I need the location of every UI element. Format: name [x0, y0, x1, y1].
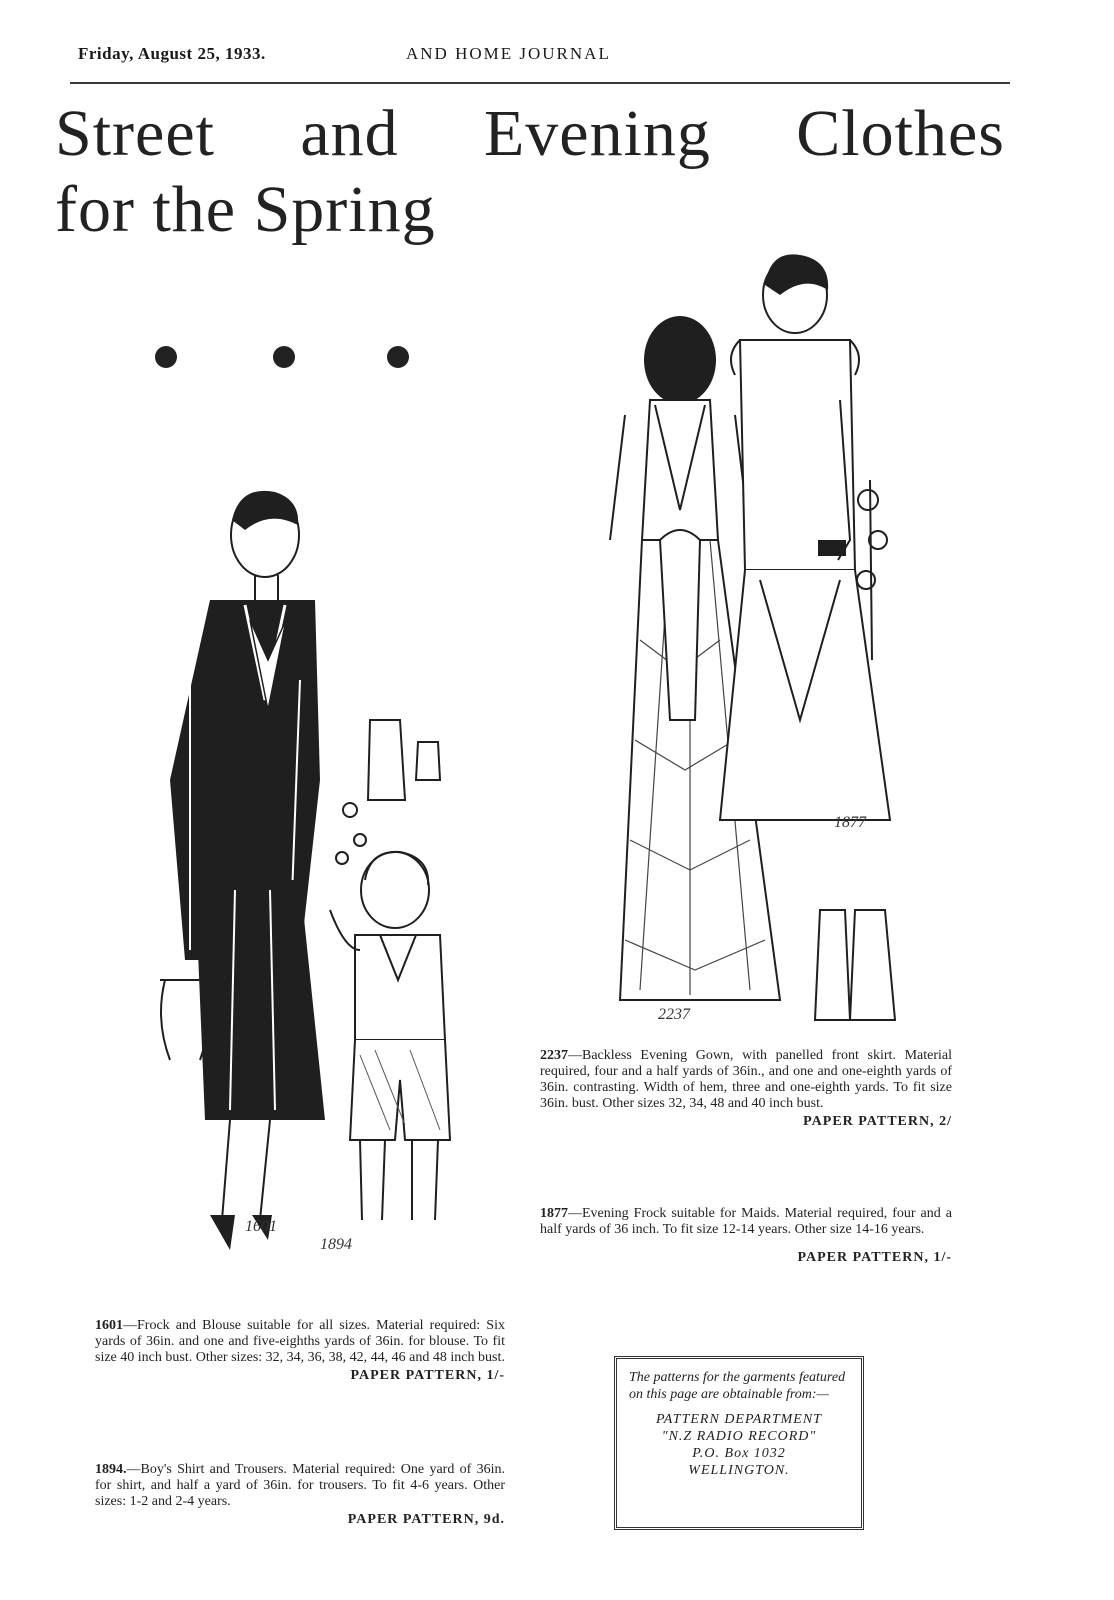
pattern-price: PAPER PATTERN, 2/ [803, 1114, 952, 1129]
pattern-text: —Boy's Shirt and Trousers. Material required: One yard of 36in. for shirt, and half a yard of 36in. for trousers. To fit 4-6 years. Other sizes: 1-2 and 2-4 years. [95, 1462, 505, 1509]
pattern-order-info-box [614, 1356, 864, 1530]
pattern-text: —Frock and Blouse suitable for all sizes. Material required: Six yards of 36in. and one and five-eighths yards of 36in. for blouse. To fit size 40 inch bust. Other sizes: 32, 34, 36, 38, 42, 44, 46 and 48 inch bust. [95, 1318, 505, 1365]
title-word: Evening [483, 97, 711, 170]
pattern-code: 1877 [540, 1206, 568, 1221]
pattern-description-1894 [95, 1462, 505, 1528]
pattern-description-1601 [95, 1318, 505, 1384]
pattern-text: —Evening Frock suitable for Maids. Material required, four and a half yards of 36 inch. To fit size 12-14 years. Other size 14-16 years. [540, 1206, 952, 1237]
info-intro: The patterns for the garments featured on this page are obtainable from:— [629, 1370, 846, 1402]
info-publication: "N.Z RADIO RECORD" [661, 1429, 817, 1444]
pattern-price: PAPER PATTERN, 9d. [347, 1512, 505, 1527]
illustration-evening-gowns [600, 240, 930, 1040]
title-line-1 [55, 96, 1005, 172]
info-city: WELLINGTON. [688, 1463, 790, 1478]
header-rule [70, 82, 1010, 84]
title-word: and [300, 97, 399, 170]
info-department: PATTERN DEPARTMENT [656, 1412, 822, 1427]
figure-label-1877: 1877 [834, 814, 866, 831]
ornament-dot [273, 346, 295, 368]
pattern-text: —Backless Evening Gown, with panelled front skirt. Material required, four and a half yards of 36in., and one and one-eighth yards of 36in. contrasting. Width of hem, three and one-eighth yards. To fit size 36in. bust. Other sizes 32, 34, 48 and 40 inch bust. [540, 1048, 952, 1111]
pattern-code: 1894. [95, 1462, 127, 1477]
figure-label-1894: 1894 [320, 1236, 352, 1253]
ornament-dot [155, 346, 177, 368]
illustration-woman-and-boy [150, 480, 510, 1280]
info-po-box: P.O. Box 1032 [692, 1446, 786, 1461]
pattern-price: PAPER PATTERN, 1/- [797, 1250, 952, 1265]
pattern-code: 2237 [540, 1048, 568, 1063]
title-word: Street [55, 97, 215, 170]
figure-label-2237: 2237 [658, 1006, 690, 1023]
page-header [70, 40, 1010, 80]
ornament-dot [387, 346, 409, 368]
page-title [55, 96, 1015, 248]
ornamental-dots [155, 346, 425, 376]
pattern-description-2237 [540, 1048, 952, 1130]
title-line-2: for the Spring [55, 173, 436, 246]
title-word: Clothes [796, 97, 1005, 170]
issue-date: Friday, August 25, 1933. [78, 44, 266, 63]
fashion-sketch-left [150, 480, 510, 1280]
pattern-price: PAPER PATTERN, 1/- [350, 1368, 505, 1383]
figure-label-1601: 1601 [245, 1218, 277, 1235]
journal-name: AND HOME JOURNAL [406, 44, 611, 63]
fashion-sketch-right [600, 240, 930, 1040]
pattern-description-1877 [540, 1206, 952, 1266]
pattern-code: 1601 [95, 1318, 123, 1333]
